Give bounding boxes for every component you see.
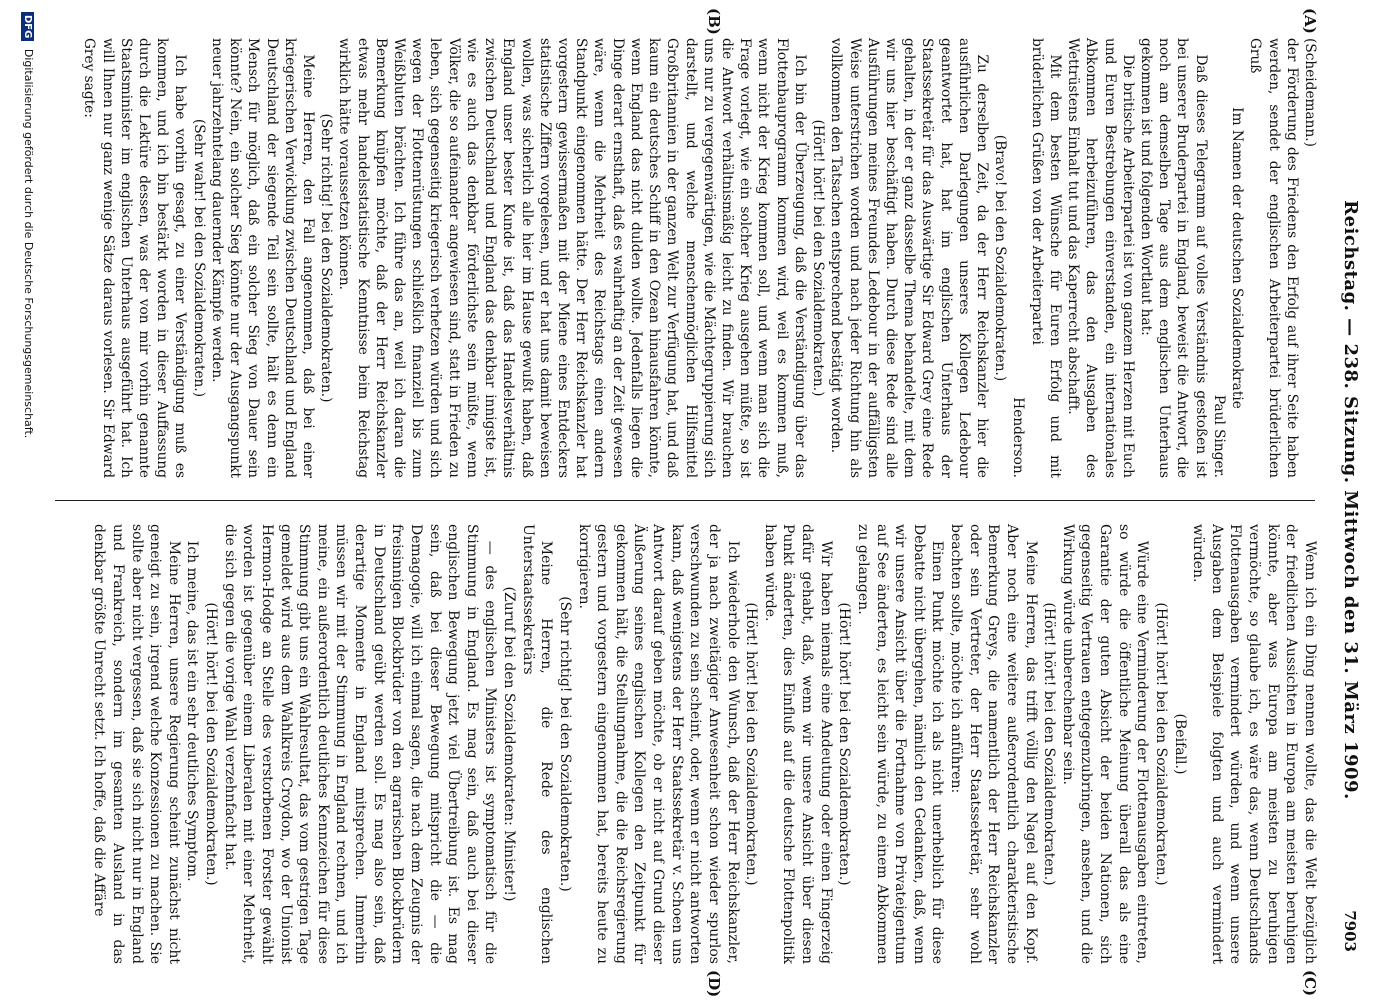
right-column: [90, 524, 1319, 964]
paragraph: Mit dem besten Wünsche für Euren Erfolg und mit brüderlichen Grüßen von der Arbeiterpartei: [1028, 38, 1063, 478]
paragraph: — des englischen Ministers ist symptomatisch für die Stimmung in England. Es mag sein, daß auch bei dieser englischen Bewegung jetzt viel Übertreibung ist. Es mag sein, daß bei dieser Bewegung mitspricht die — die Demagogie, will ich einmal sagen, die nach dem Zeugnis der freisinnigen Blockbrüder von den agrarischen Blockbrüdern in Deutschland geübt werden soll. Es mag also sein, daß derartige Momente in England mitsprechen. Immerhin müssen wir mit der Stimmung in England rechnen, und ich meine, ein außerordentlich deutliches Kennzeichen für diese Stimmung gibt uns ein Wahlresultat, das vom gestrigen Tage gemeldet wird aus dem Wahlkreis Croydon, wo der Unionist Hermon-Hodge an Stelle des verstorbenen Forster gewählt worden ist gegenüber einem Liberalen mit einer Mehrheit, die sich gegen die vorige Wahl verzehnfacht hat.: [221, 524, 499, 964]
paragraph: (Scheidemann.): [1302, 38, 1318, 147]
stage-direction: (Hört! hört! bei den Sozialdemokraten.): [810, 119, 827, 397]
paragraph: Zu derselben Zeit, da der Herr Reichskanzler hier die ausführlichen Darlegungen unseres Kollegen Ledebour geantwortet hat, hat im englischen Unterhaus der Staatssekretär für das Auswärtige Sir Edward Grey eine Rede gehalten, in der er ganz dasselbe Thema behandelte, mit dem wir uns hier beschäftigt haben. Durch diese Rede sind alle Ausführungen meines Freundes Ledebour in der auffälligsten Weise unterstrichen worden und nach jeder Richtung hin als vollkommen den Tatsachen entsprechend bestätigt worden.: [828, 38, 991, 478]
paragraph: Daß dieses Telegramm auf volles Verständnis gestoßen ist bei unserer Bruderpartei in England, beweist die Antwort, die noch am demselben Tage aus dem englischen Unterhaus gekommen ist und folgenden Wortlaut hat:: [1138, 38, 1209, 478]
margin-mark-c: (C): [1301, 970, 1319, 997]
stage-direction: (Zuruf bei den Sozialdemokraten: Minister!): [501, 586, 518, 902]
stage-direction: (Hört! hört! bei den Sozialdemokraten.): [1041, 602, 1058, 886]
stage-direction: (Sehr richtig! bei den Sozialdemokraten.): [318, 113, 335, 403]
header-title: Reichstag. — 238. Sitzung. Mittwoch den 31. März 1909.: [1340, 200, 1361, 800]
paragraph: Im Namen der deutschen Sozialdemokratie: [1229, 107, 1246, 409]
paragraph: Einen Punkt möchte ich als nicht unerheblich für diese Debatte nicht übergehen, nämlich den Gedanken, daß, wenn wir unsere Ansicht über die Fortnahme von Privateigentum auf See änderten, es leicht sein würde, zu einem Abkommen zu gelangen.: [855, 524, 946, 964]
margin-mark-a: (A): [1301, 8, 1319, 34]
paragraph: Ich wiederhole den Wunsch, daß der Herr Reichskanzler, der ja nach zweitägiger Anwesenheit schon wieder spurlos verschwunden zu sein scheint, oder, wenn er nicht antworten kann, daß wenigstens der Herr Staatssekretär v. Schoen uns Antwort darauf geben möchte, ob er nicht auf Grund dieser Äußerung seines englischen Kollegen den Zeitpunkt für gekommen hält, die Stellungnahme, die die Reichsregierung gestern und vorgestern eingenommen hat, bereits heute zu korrigieren.: [575, 524, 741, 964]
paragraph: Die britische Arbeiterpartei ist von ganzem Herzen mit Euch und Euren Bestrebungen einverstanden, ein internationales Abkommen herbeizuführen, das den Ausgaben des Wettrüstens Einhalt tut und das Kaperrecht abschafft.: [1065, 38, 1136, 478]
stage-direction: (Sehr richtig! bei den Sozialdemokraten.): [557, 596, 573, 892]
digitization-credit: [21, 12, 35, 712]
column-divider: [55, 500, 1315, 501]
paragraph: der Förderung des Friedens den Erfolg auf ihrer Seite haben werden, sendet der englischen Arbeiterpartei brüderlichen Gruß: [1247, 38, 1300, 478]
stage-direction: (Hört! hört! bei den Sozialdemokraten.): [743, 602, 760, 886]
paragraph: Ich meine, das ist ein sehr deutliches Symptom.: [184, 540, 201, 882]
paragraph: Ich bin der Überzeugung, daß die Verständigung über das Flottenbauprogramm kommen wird, weil es kommen muß, wenn nicht der Krieg kommen soll, und wenn man sich die Frage vorlegt, wie ein solcher Krieg ausgehen müßte, so ist die Antwort verhältnismäßig leicht zu finden. Wir brauchen uns nur zu vergegenwärtigen, wie die Mächtegruppierung sich darstellt, und welche menschenmöglichen Hilfsmittel Großbritannien in der ganzen Welt zur Verfügung hat, und daß kaum ein deutsches Schiff in den Ozean hinausfahren könnte, wenn England das nicht dulden wollte. Jedenfalls liegen die Dinge derart ernsthaft, daß es wahrhaftig an der Zeit gewesen wäre, wenn die Mehrheit des Reichstags einen andern Standpunkt eingenommen hätte. Der Herr Reichskanzler hat vorgestern gewissermaßen mit der Miene eines Entdeckers statistische Ziffern vorgelesen, und er hat uns damit beweisen wollen, was sicherlich alle hier im Hause gewußt haben, daß England unser bester Kunde ist, daß das Handelsverhältnis zwischen Deutschland und England das denkbar innigste ist, wie es auch das denkbar förderlichste sein müßte, wenn Völker, die so aufeinander angewiesen sind, statt in Frieden zu leben, sich gegenseitig kriegerisch verhetzen würden und sich wegen der Flottenrüstungen schließlich finanziell bis zum Weißbluten brächten. Ich führe das an, weil ich daran die Bemerkung knüpfen möchte, daß der Herr Reichskanzler etwas mehr handelsstatistische Kenntnisse beim Reichstag wirklich hätte voraussetzen können.: [336, 38, 808, 478]
paragraph: Würde eine Verminderung der Flottenausgaben eintreten, so würde die öffentliche Meinung überall das als eine Garantie der guten Absicht der beiden Nationen, sich gegenseitig Vertrauen entgegenzubringen, ansehen, und die Wirkung würde unberechenbar sein.: [1059, 524, 1151, 964]
dfg-logo: DFG: [21, 12, 34, 41]
stage-direction: (Beifall.): [1171, 713, 1188, 775]
paragraph: Wir haben niemals eine Andeutung oder einen Fingerzeig dafür gehabt, daß, wenn wir unsere Ansicht über diesen Punkt änderten, dies Einfluß auf die deutsche Flottenpolitik haben würde.: [761, 524, 834, 964]
credit-text: Digitalisierung gefördert durch die Deutsche Forschungsgemeinschaft.: [22, 48, 35, 439]
paragraph: Paul Singer.: [1210, 394, 1227, 478]
margin-mark-d: (D): [705, 970, 723, 998]
paragraph: Meine Herren, unsere Regierung scheint zunächst nicht geneigt zu sein, irgend welche Konzessionen zu machen. Sie sollte aber nicht vergessen, daß sie sich nicht nur in England und Frankreich, sondern im gesamten Ausland in das denkbar größte Unrecht setzt. Ich hoffe, daß die Affäre: [91, 524, 182, 964]
stage-direction: (Hört! hört! bei den Sozialdemokraten.): [836, 602, 853, 886]
paragraph: Meine Herren, den Fall angenommen, daß bei einer kriegerischen Verwicklung zwischen Deutschland und England Deutschland der siegende Teil sein sollte, hält es denn ein Mensch für möglich, daß ein solcher Sieg von Dauer sein könnte? Nein, ein solcher Sieg könnte nur der Ausgangspunkt neuer jahrzehntelang dauernder Kämpfe werden.: [208, 38, 316, 478]
stage-direction: (Hört! hört! bei den Sozialdemokraten.): [203, 602, 220, 886]
page-number: 7903: [1341, 910, 1359, 952]
left-column: [80, 38, 1319, 478]
paragraph: Meine Herren, die Rede des englischen Unterstaatssekretärs: [519, 524, 555, 964]
paragraph: Wenn ich ein Ding nennen wollte, das die Welt bezüglich der friedlichen Aussichten in Europa am meisten beruhigen könnte, aber was Europa am meisten zu beruhigen vermöchte, so glaube ich, es wäre das, wenn Deutschlands Flottenausgaben vermindert würden, und wenn unsere Ausgaben dem Beispiele folgten und auch vermindert würden.: [1190, 524, 1318, 964]
stage-direction: (Bravo! bei den Sozialdemokraten.): [992, 134, 1009, 382]
page-header: [1325, 0, 1383, 1000]
margin-mark-b: (B): [705, 8, 723, 35]
paragraph: Henderson.: [1010, 397, 1027, 478]
paragraph: Meine Herren, das trifft völlig den Nagel auf den Kopf. Aber noch eine weitere außerordentlich charakteristische Bemerkung Greys, die namentlich der Herr Reichskanzler oder sein Vertreter, der Herr Staatssekretär, sehr wohl beachten sollte, möchte ich anführen:: [948, 524, 1039, 964]
paragraph: Ich habe vorhin gesagt, zu einer Verständigung muß es kommen, und ich bin bestärkt worden in dieser Auffassung durch die Lektüre dessen, was der von mir vorhin genannte Staatsminister im englischen Unterhaus ausgeführt hat. Ich will Ihnen nur ganz wenige Sätze daraus vorlesen. Sir Edward Grey sagte:: [81, 38, 189, 478]
stage-direction: (Sehr wahr! bei den Sozialdemokraten.): [190, 118, 207, 398]
stage-direction: (Hört! hört! bei den Sozialdemokraten.): [1153, 602, 1169, 886]
